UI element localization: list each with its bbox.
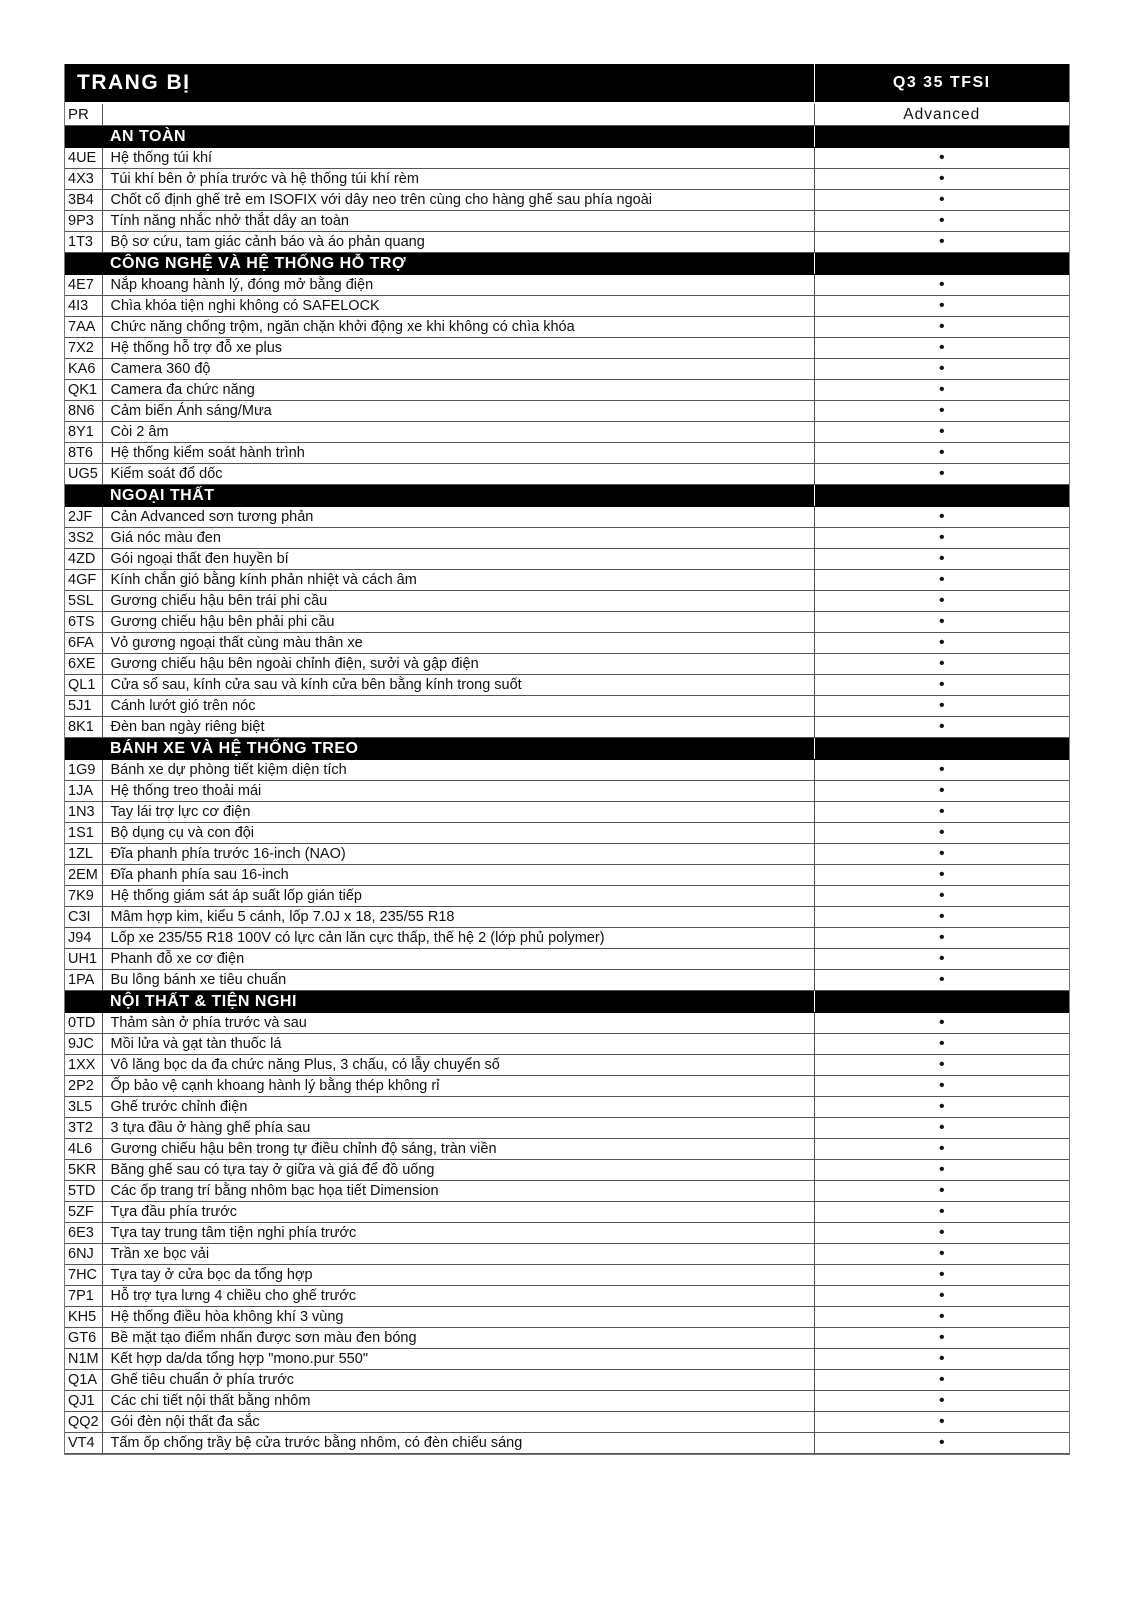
feature-name: Ghế trước chỉnh điện [102, 1097, 814, 1118]
availability-bullet: • [814, 359, 1069, 380]
table-row [65, 907, 1069, 928]
feature-name: Túi khí bên ở phía trước và hệ thống túi khí rèm [102, 169, 814, 190]
feature-name: Gương chiếu hậu bên phải phi cầu [102, 612, 814, 633]
availability-bullet: • [814, 1328, 1069, 1349]
table-row [65, 1097, 1069, 1118]
feature-name: Vỏ gương ngoại thất cùng màu thân xe [102, 633, 814, 654]
pr-code: 1PA [65, 970, 102, 991]
feature-name: Thảm sàn ở phía trước và sau [102, 1013, 814, 1034]
availability-bullet: • [814, 1139, 1069, 1160]
table-row [65, 169, 1069, 190]
table-row [65, 823, 1069, 844]
pr-row [65, 103, 1069, 126]
availability-bullet: • [814, 148, 1069, 169]
table-row [65, 760, 1069, 781]
feature-name: Đĩa phanh phía sau 16-inch [102, 865, 814, 886]
table-row [65, 1118, 1069, 1139]
pr-code: 4E7 [65, 275, 102, 296]
feature-name: Camera đa chức năng [102, 380, 814, 401]
section-value-cell [814, 738, 1069, 760]
pr-code: 8N6 [65, 401, 102, 422]
pr-code: 4I3 [65, 296, 102, 317]
pr-code: GT6 [65, 1328, 102, 1349]
section-header [65, 126, 1069, 148]
table-row [65, 1349, 1069, 1370]
pr-code: 2JF [65, 507, 102, 528]
feature-name: Đèn ban ngày riêng biệt [102, 717, 814, 738]
availability-bullet: • [814, 1202, 1069, 1223]
availability-bullet: • [814, 1286, 1069, 1307]
pr-code: 4L6 [65, 1139, 102, 1160]
pr-code: 7P1 [65, 1286, 102, 1307]
table-row [65, 675, 1069, 696]
table-row [65, 1160, 1069, 1181]
section-value-cell [814, 253, 1069, 275]
model-name: Q3 35 TFSI [814, 64, 1069, 103]
pr-code: 4UE [65, 148, 102, 169]
pr-code: QQ2 [65, 1412, 102, 1433]
pr-code: QL1 [65, 675, 102, 696]
table-row [65, 232, 1069, 253]
feature-name: Mâm hợp kim, kiểu 5 cánh, lốp 7.0J x 18, 235/55 R18 [102, 907, 814, 928]
table-row [65, 1076, 1069, 1097]
section-value-cell [814, 126, 1069, 148]
feature-name: Bộ dụng cụ và con đội [102, 823, 814, 844]
availability-bullet: • [814, 275, 1069, 296]
feature-name: Băng ghế sau có tựa tay ở giữa và giá để đồ uống [102, 1160, 814, 1181]
availability-bullet: • [814, 422, 1069, 443]
feature-name: Camera 360 độ [102, 359, 814, 380]
pr-code: 7HC [65, 1265, 102, 1286]
section-title: CÔNG NGHỆ VÀ HỆ THỐNG HỖ TRỢ [65, 253, 814, 275]
availability-bullet: • [814, 970, 1069, 991]
availability-bullet: • [814, 760, 1069, 781]
page-title: TRANG BỊ [65, 64, 814, 103]
table-row [65, 380, 1069, 401]
availability-bullet: • [814, 1055, 1069, 1076]
availability-bullet: • [814, 928, 1069, 949]
pr-code: 6TS [65, 612, 102, 633]
pr-code: 4GF [65, 570, 102, 591]
availability-bullet: • [814, 675, 1069, 696]
feature-name: Cản Advanced sơn tương phản [102, 507, 814, 528]
table-row [65, 1286, 1069, 1307]
table-row [65, 717, 1069, 738]
availability-bullet: • [814, 802, 1069, 823]
table-row [65, 1412, 1069, 1433]
table-row [65, 970, 1069, 991]
section-title: AN TOÀN [65, 126, 814, 148]
table-row [65, 401, 1069, 422]
availability-bullet: • [814, 781, 1069, 802]
availability-bullet: • [814, 1265, 1069, 1286]
availability-bullet: • [814, 1412, 1069, 1433]
section-value-cell [814, 991, 1069, 1013]
availability-bullet: • [814, 549, 1069, 570]
pr-code: 0TD [65, 1013, 102, 1034]
feature-name: Gương chiếu hậu bên ngoài chỉnh điện, sưởi và gập điện [102, 654, 814, 675]
feature-name: Vô lăng bọc da đa chức năng Plus, 3 chấu, có lẫy chuyển số [102, 1055, 814, 1076]
availability-bullet: • [814, 696, 1069, 717]
availability-bullet: • [814, 1349, 1069, 1370]
pr-code: 9P3 [65, 211, 102, 232]
availability-bullet: • [814, 591, 1069, 612]
pr-code: UH1 [65, 949, 102, 970]
table-row [65, 1181, 1069, 1202]
pr-label: PR [65, 103, 102, 126]
availability-bullet: • [814, 886, 1069, 907]
feature-name: Còi 2 âm [102, 422, 814, 443]
availability-bullet: • [814, 570, 1069, 591]
section-header [65, 485, 1069, 507]
pr-code: 5KR [65, 1160, 102, 1181]
pr-code: 8K1 [65, 717, 102, 738]
feature-name: 3 tựa đầu ở hàng ghế phía sau [102, 1118, 814, 1139]
feature-name: Hỗ trợ tựa lưng 4 chiều cho ghế trước [102, 1286, 814, 1307]
table-row [65, 633, 1069, 654]
feature-name: Bu lông bánh xe tiêu chuẩn [102, 970, 814, 991]
feature-name: Hệ thống hỗ trợ đỗ xe plus [102, 338, 814, 359]
availability-bullet: • [814, 1034, 1069, 1055]
section-header [65, 991, 1069, 1013]
availability-bullet: • [814, 317, 1069, 338]
pr-code: KH5 [65, 1307, 102, 1328]
pr-code: 8T6 [65, 443, 102, 464]
pr-code: 4ZD [65, 549, 102, 570]
pr-code: 6XE [65, 654, 102, 675]
pr-code: 2EM [65, 865, 102, 886]
pr-code: 6E3 [65, 1223, 102, 1244]
pr-code: 1T3 [65, 232, 102, 253]
availability-bullet: • [814, 443, 1069, 464]
table-row [65, 443, 1069, 464]
pr-code: J94 [65, 928, 102, 949]
table-row [65, 211, 1069, 232]
feature-name: Mồi lửa và gạt tàn thuốc lá [102, 1034, 814, 1055]
table-row [65, 844, 1069, 865]
pr-code: 7K9 [65, 886, 102, 907]
availability-bullet: • [814, 338, 1069, 359]
pr-code: 5TD [65, 1181, 102, 1202]
table-row [65, 1370, 1069, 1391]
pr-code: QJ1 [65, 1391, 102, 1412]
feature-name: Gói đèn nội thất đa sắc [102, 1412, 814, 1433]
feature-name: Phanh đỗ xe cơ điện [102, 949, 814, 970]
table-row [65, 1433, 1069, 1454]
pr-spacer [102, 103, 814, 126]
availability-bullet: • [814, 1160, 1069, 1181]
feature-name: Tấm ốp chống trầy bệ cửa trước bằng nhôm, có đèn chiếu sáng [102, 1433, 814, 1454]
table-row [65, 1034, 1069, 1055]
table-row [65, 654, 1069, 675]
feature-name: Kính chắn gió bằng kính phản nhiệt và cách âm [102, 570, 814, 591]
table-row [65, 802, 1069, 823]
pr-code: UG5 [65, 464, 102, 485]
section-title: BÁNH XE VÀ HỆ THỐNG TREO [65, 738, 814, 760]
feature-name: Hệ thống kiểm soát hành trình [102, 443, 814, 464]
table-row [65, 1202, 1069, 1223]
pr-code: 1JA [65, 781, 102, 802]
availability-bullet: • [814, 211, 1069, 232]
availability-bullet: • [814, 949, 1069, 970]
table-row [65, 275, 1069, 296]
pr-code: 1G9 [65, 760, 102, 781]
table-row [65, 1055, 1069, 1076]
section-value-cell [814, 485, 1069, 507]
table-row [65, 1223, 1069, 1244]
table-row [65, 591, 1069, 612]
table-row [65, 338, 1069, 359]
table-row [65, 148, 1069, 169]
table-row [65, 781, 1069, 802]
title-row [65, 64, 1069, 103]
availability-bullet: • [814, 507, 1069, 528]
table-row [65, 886, 1069, 907]
table-row [65, 359, 1069, 380]
table-row [65, 1244, 1069, 1265]
table-row [65, 296, 1069, 317]
feature-name: Tựa đầu phía trước [102, 1202, 814, 1223]
feature-name: Trần xe bọc vải [102, 1244, 814, 1265]
availability-bullet: • [814, 633, 1069, 654]
table-row [65, 464, 1069, 485]
equipment-table-body [65, 64, 1069, 1454]
table-row [65, 1139, 1069, 1160]
availability-bullet: • [814, 380, 1069, 401]
table-row [65, 865, 1069, 886]
table-row [65, 1391, 1069, 1412]
feature-name: Chìa khóa tiện nghi không có SAFELOCK [102, 296, 814, 317]
feature-name: Kiểm soát đổ dốc [102, 464, 814, 485]
availability-bullet: • [814, 1307, 1069, 1328]
availability-bullet: • [814, 401, 1069, 422]
feature-name: Ghế tiêu chuẩn ở phía trước [102, 1370, 814, 1391]
availability-bullet: • [814, 865, 1069, 886]
availability-bullet: • [814, 296, 1069, 317]
pr-code: 2P2 [65, 1076, 102, 1097]
pr-code: 3T2 [65, 1118, 102, 1139]
availability-bullet: • [814, 1181, 1069, 1202]
pr-code: C3I [65, 907, 102, 928]
availability-bullet: • [814, 1391, 1069, 1412]
variant-name: Advanced [814, 103, 1069, 126]
availability-bullet: • [814, 844, 1069, 865]
feature-name: Tính năng nhắc nhở thắt dây an toàn [102, 211, 814, 232]
pr-code: KA6 [65, 359, 102, 380]
pr-code: 1S1 [65, 823, 102, 844]
pr-code: 6NJ [65, 1244, 102, 1265]
feature-name: Hệ thống giám sát áp suất lốp gián tiếp [102, 886, 814, 907]
feature-name: Bộ sơ cứu, tam giác cảnh báo và áo phản quang [102, 232, 814, 253]
availability-bullet: • [814, 528, 1069, 549]
feature-name: Các chi tiết nội thất bằng nhôm [102, 1391, 814, 1412]
availability-bullet: • [814, 612, 1069, 633]
feature-name: Nắp khoang hành lý, đóng mở bằng điện [102, 275, 814, 296]
pr-code: 5SL [65, 591, 102, 612]
feature-name: Ốp bảo vệ cạnh khoang hành lý bằng thép không rỉ [102, 1076, 814, 1097]
equipment-table [65, 64, 1069, 1454]
table-row [65, 507, 1069, 528]
table-row [65, 696, 1069, 717]
table-row [65, 612, 1069, 633]
feature-name: Đĩa phanh phía trước 16-inch (NAO) [102, 844, 814, 865]
pr-code: 3S2 [65, 528, 102, 549]
feature-name: Cánh lướt gió trên nóc [102, 696, 814, 717]
feature-name: Giá nóc màu đen [102, 528, 814, 549]
feature-name: Chốt cố định ghế trẻ em ISOFIX với dây neo trên cùng cho hàng ghế sau phía ngoài [102, 190, 814, 211]
section-header [65, 738, 1069, 760]
table-row [65, 549, 1069, 570]
table-row [65, 1328, 1069, 1349]
table-row [65, 1307, 1069, 1328]
feature-name: Các ốp trang trí bằng nhôm bạc họa tiết Dimension [102, 1181, 814, 1202]
section-header [65, 253, 1069, 275]
availability-bullet: • [814, 1013, 1069, 1034]
table-row [65, 1013, 1069, 1034]
availability-bullet: • [814, 1244, 1069, 1265]
pr-code: Q1A [65, 1370, 102, 1391]
table-row [65, 528, 1069, 549]
table-row [65, 317, 1069, 338]
availability-bullet: • [814, 654, 1069, 675]
pr-code: 5J1 [65, 696, 102, 717]
availability-bullet: • [814, 1370, 1069, 1391]
table-row [65, 190, 1069, 211]
availability-bullet: • [814, 1097, 1069, 1118]
table-row [65, 570, 1069, 591]
feature-name: Cảm biến Ánh sáng/Mưa [102, 401, 814, 422]
availability-bullet: • [814, 232, 1069, 253]
table-row [65, 422, 1069, 443]
availability-bullet: • [814, 823, 1069, 844]
feature-name: Bánh xe dự phòng tiết kiệm diện tích [102, 760, 814, 781]
availability-bullet: • [814, 907, 1069, 928]
availability-bullet: • [814, 464, 1069, 485]
pr-code: 7X2 [65, 338, 102, 359]
section-title: NỘI THẤT & TIỆN NGHI [65, 991, 814, 1013]
feature-name: Hệ thống treo thoải mái [102, 781, 814, 802]
availability-bullet: • [814, 717, 1069, 738]
feature-name: Tựa tay ở cửa bọc da tổng hợp [102, 1265, 814, 1286]
availability-bullet: • [814, 190, 1069, 211]
pr-code: 8Y1 [65, 422, 102, 443]
table-row [65, 949, 1069, 970]
feature-name: Tay lái trợ lực cơ điện [102, 802, 814, 823]
feature-name: Gói ngoại thất đen huyền bí [102, 549, 814, 570]
pr-code: N1M [65, 1349, 102, 1370]
section-title: NGOẠI THẤT [65, 485, 814, 507]
availability-bullet: • [814, 1433, 1069, 1454]
pr-code: 5ZF [65, 1202, 102, 1223]
table-row [65, 928, 1069, 949]
feature-name: Kết hợp da/da tổng hợp "mono.pur 550" [102, 1349, 814, 1370]
table-row [65, 1265, 1069, 1286]
pr-code: 9JC [65, 1034, 102, 1055]
pr-code: 3L5 [65, 1097, 102, 1118]
pr-code: 3B4 [65, 190, 102, 211]
pr-code: 1ZL [65, 844, 102, 865]
pr-code: 6FA [65, 633, 102, 654]
feature-name: Gương chiếu hậu bên trái phi cầu [102, 591, 814, 612]
feature-name: Gương chiếu hậu bên trong tự điều chỉnh độ sáng, tràn viền [102, 1139, 814, 1160]
feature-name: Lốp xe 235/55 R18 100V có lực cản lăn cực thấp, thế hệ 2 (lớp phủ polymer) [102, 928, 814, 949]
feature-name: Cửa sổ sau, kính cửa sau và kính cửa bên bằng kính trong suốt [102, 675, 814, 696]
feature-name: Tựa tay trung tâm tiện nghi phía trước [102, 1223, 814, 1244]
pr-code: 7AA [65, 317, 102, 338]
availability-bullet: • [814, 1223, 1069, 1244]
pr-code: QK1 [65, 380, 102, 401]
availability-bullet: • [814, 169, 1069, 190]
feature-name: Hệ thống điều hòa không khí 3 vùng [102, 1307, 814, 1328]
availability-bullet: • [814, 1076, 1069, 1097]
availability-bullet: • [814, 1118, 1069, 1139]
feature-name: Chức năng chống trộm, ngăn chặn khởi động xe khi không có chìa khóa [102, 317, 814, 338]
pr-code: VT4 [65, 1433, 102, 1454]
equipment-sheet [64, 64, 1070, 1455]
feature-name: Bề mặt tạo điểm nhấn được sơn màu đen bóng [102, 1328, 814, 1349]
pr-code: 1N3 [65, 802, 102, 823]
feature-name: Hệ thống túi khí [102, 148, 814, 169]
pr-code: 1XX [65, 1055, 102, 1076]
pr-code: 4X3 [65, 169, 102, 190]
